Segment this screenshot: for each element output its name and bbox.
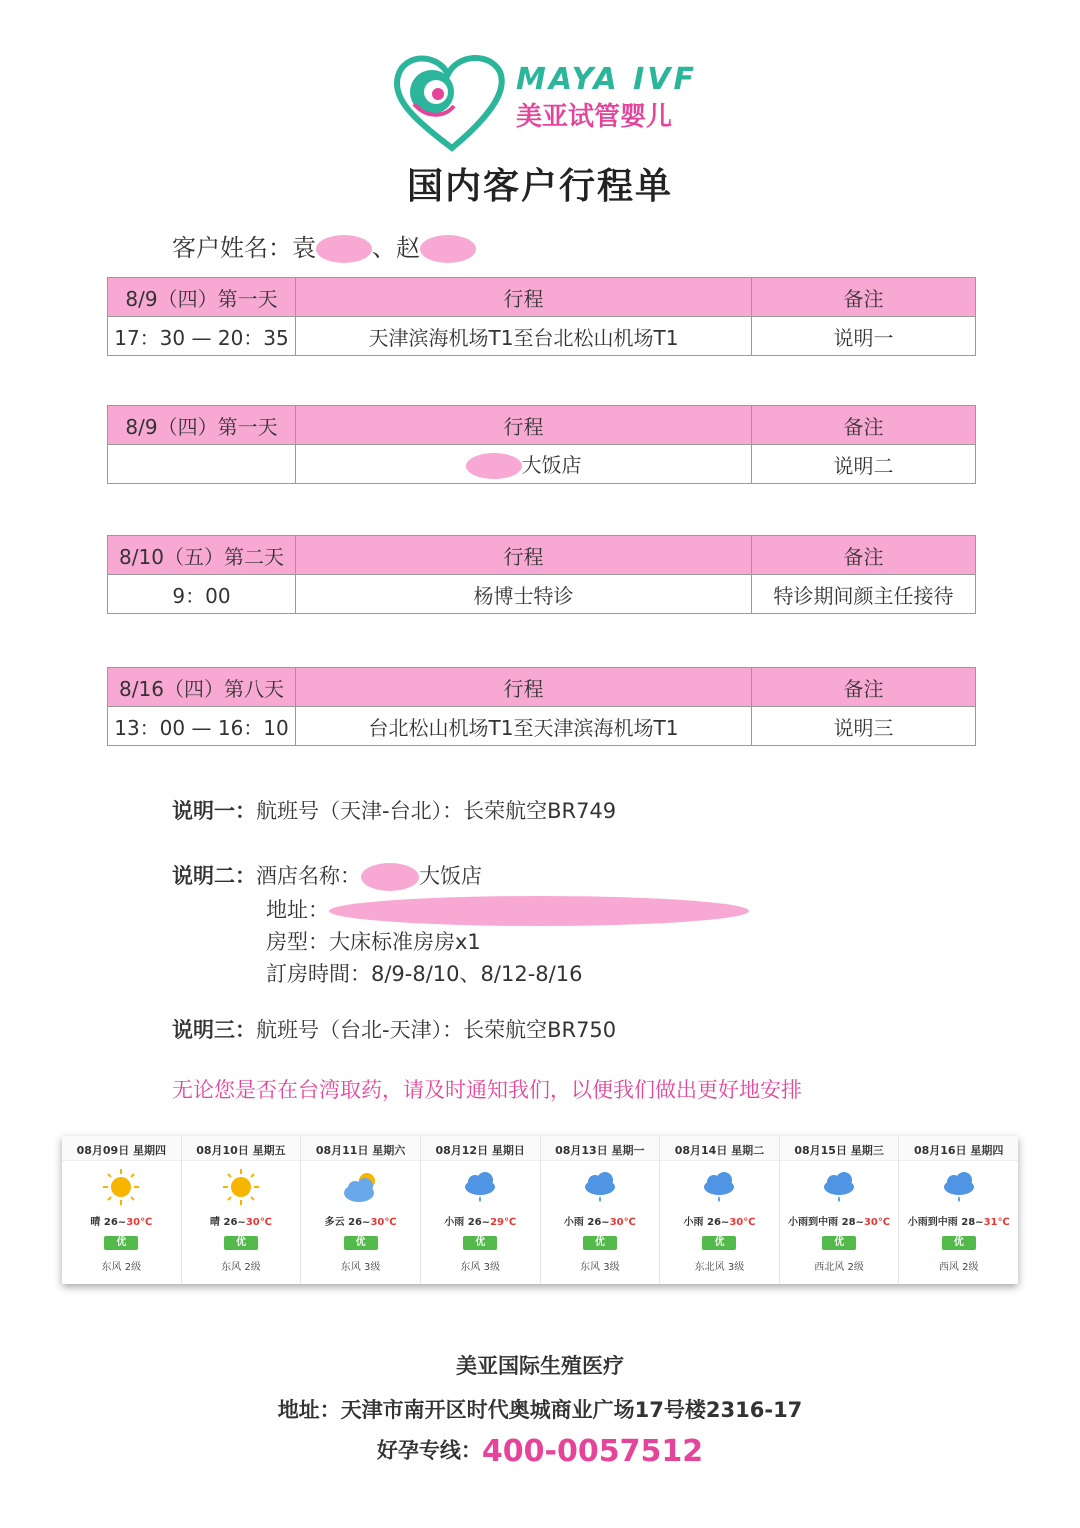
itinerary-cell: 杨博士特诊 xyxy=(296,575,752,614)
time-cell: 13：00 — 16：10 xyxy=(108,707,296,746)
weather-wind: 东风 2级 xyxy=(221,1262,261,1273)
weather-condition: 小雨 26~ xyxy=(444,1217,491,1228)
itinerary-cell xyxy=(296,445,752,484)
customer-separator: 、 xyxy=(372,234,396,262)
rain-icon xyxy=(421,1161,540,1209)
note-2-room-type: 房型：大床标准房房x1 xyxy=(266,930,481,954)
day-header: 8/16（四）第八天 xyxy=(108,668,296,707)
weather-date: 08月15日 星期三 xyxy=(780,1136,899,1161)
maya-ivf-logo xyxy=(392,48,698,152)
logo-english-text: MAYA IVF xyxy=(516,62,698,97)
remark-cell: 说明二 xyxy=(752,445,976,484)
weather-date: 08月16日 星期四 xyxy=(899,1136,1018,1161)
itinerary-cell: 台北松山机场T1至天津滨海机场T1 xyxy=(296,707,752,746)
weather-high: 31℃ xyxy=(983,1217,1010,1228)
weather-temp xyxy=(301,1213,420,1228)
weather-temp xyxy=(660,1213,779,1228)
note-3 xyxy=(172,1014,616,1044)
hotline xyxy=(0,1434,1080,1469)
hotel-name-text: 大饭店 xyxy=(521,452,582,477)
hotline-number: 400-0057512 xyxy=(481,1434,704,1469)
table-header-row xyxy=(108,278,976,317)
weather-wind: 东风 3级 xyxy=(460,1262,500,1273)
weather-high: 30℃ xyxy=(370,1217,397,1228)
weather-forecast xyxy=(62,1136,1018,1284)
weather-temp xyxy=(182,1213,301,1228)
remark-header: 备注 xyxy=(752,406,976,445)
weather-day xyxy=(541,1136,661,1284)
note-2-label: 说明二： xyxy=(172,864,256,888)
itinerary-header: 行程 xyxy=(296,278,752,317)
weather-temp xyxy=(62,1213,181,1228)
customer-label: 客户姓名： xyxy=(172,234,292,262)
customer-name-1: 袁 xyxy=(292,234,316,262)
air-quality-badge: 优 xyxy=(822,1236,856,1250)
logo-chinese-text: 美亚试管婴儿 xyxy=(516,102,673,132)
weather-condition: 小雨到中雨 28~ xyxy=(907,1217,984,1228)
redaction-blob xyxy=(420,235,476,263)
weather-high: 30℃ xyxy=(863,1217,890,1228)
time-cell xyxy=(108,445,296,484)
cloudy-icon xyxy=(301,1161,420,1209)
note-3-text: 航班号（台北-天津）：长荣航空BR750 xyxy=(256,1018,617,1042)
table-header-row xyxy=(108,536,976,575)
weather-condition: 小雨 26~ xyxy=(563,1217,610,1228)
air-quality-badge: 优 xyxy=(702,1236,736,1250)
rain-icon xyxy=(899,1161,1018,1209)
redaction-blob xyxy=(361,863,419,891)
weather-high: 30℃ xyxy=(126,1217,153,1228)
table-row xyxy=(108,317,976,356)
remark-cell: 说明三 xyxy=(752,707,976,746)
weather-temp xyxy=(899,1213,1018,1228)
weather-date: 08月11日 星期六 xyxy=(301,1136,420,1161)
schedule-table-4 xyxy=(107,667,976,746)
note-2 xyxy=(172,860,482,891)
weather-high: 30℃ xyxy=(729,1217,756,1228)
weather-high: 29℃ xyxy=(490,1217,517,1228)
weather-day xyxy=(421,1136,541,1284)
organization-name: 美亚国际生殖医疗 xyxy=(456,1354,624,1378)
note-2-booking-dates: 訂房時間：8/9-8/10、8/12-8/16 xyxy=(266,962,583,986)
rain-icon xyxy=(541,1161,660,1209)
weather-condition: 晴 26~ xyxy=(90,1217,127,1228)
page-title: 国内客户行程单 xyxy=(406,166,673,207)
air-quality-badge: 优 xyxy=(224,1236,258,1250)
weather-temp xyxy=(780,1213,899,1228)
note-1-text: 航班号（天津-台北）：长荣航空BR749 xyxy=(256,799,617,823)
table-row xyxy=(108,445,976,484)
weather-wind: 西风 2级 xyxy=(938,1262,979,1273)
note-1-label: 说明一： xyxy=(172,799,256,823)
table-header-row xyxy=(108,668,976,707)
air-quality-badge: 优 xyxy=(942,1236,976,1250)
customer-name-2: 赵 xyxy=(396,234,420,262)
rain-icon xyxy=(660,1161,779,1209)
weather-date: 08月09日 星期四 xyxy=(62,1136,181,1161)
remark-cell: 特诊期间颜主任接待 xyxy=(752,575,976,614)
redaction-blob xyxy=(329,896,749,926)
hotel-name: 大饭店 xyxy=(419,864,482,888)
redaction-blob xyxy=(466,453,522,479)
time-cell: 17：30 — 20：35 xyxy=(108,317,296,356)
weather-temp xyxy=(541,1213,660,1228)
weather-day xyxy=(660,1136,780,1284)
weather-wind: 东风 3级 xyxy=(580,1262,620,1273)
note-1 xyxy=(172,795,616,825)
weather-condition: 小雨到中雨 28~ xyxy=(788,1217,864,1228)
itinerary-header: 行程 xyxy=(296,406,752,445)
weather-high: 30℃ xyxy=(245,1217,272,1228)
weather-wind: 东风 2级 xyxy=(101,1262,142,1273)
schedule-table-3 xyxy=(107,535,976,614)
weather-day xyxy=(301,1136,421,1284)
weather-temp xyxy=(421,1213,540,1228)
remark-header: 备注 xyxy=(752,278,976,317)
table-row xyxy=(108,707,976,746)
table-row xyxy=(108,575,976,614)
note-2-address xyxy=(266,894,749,926)
day-header: 8/9（四）第一天 xyxy=(108,406,296,445)
redaction-blob xyxy=(316,235,372,263)
address-label: 地址： xyxy=(266,898,329,922)
weather-condition: 晴 26~ xyxy=(210,1217,246,1228)
weather-condition: 多云 26~ xyxy=(324,1217,371,1228)
weather-date: 08月12日 星期日 xyxy=(421,1136,540,1161)
day-header: 8/9（四）第一天 xyxy=(108,278,296,317)
table-header-row xyxy=(108,406,976,445)
weather-date: 08月13日 星期一 xyxy=(541,1136,660,1161)
schedule-table-1 xyxy=(107,277,976,356)
schedule-table-2 xyxy=(107,405,976,484)
hotline-label: 好孕专线： xyxy=(376,1438,482,1463)
weather-high: 30℃ xyxy=(609,1217,636,1228)
weather-wind: 东北风 3级 xyxy=(694,1262,745,1273)
organization-address: 地址：天津市南开区时代奥城商业广场17号楼2316-17 xyxy=(277,1398,803,1422)
heart-logo-icon xyxy=(392,48,512,152)
hotel-name-label: 酒店名称： xyxy=(256,864,361,888)
rain-icon xyxy=(780,1161,899,1209)
time-cell: 9：00 xyxy=(108,575,296,614)
air-quality-badge: 优 xyxy=(104,1236,138,1250)
day-header: 8/10（五）第二天 xyxy=(108,536,296,575)
weather-wind: 西北风 2级 xyxy=(814,1262,864,1273)
itinerary-cell: 天津滨海机场T1至台北松山机场T1 xyxy=(296,317,752,356)
weather-day xyxy=(62,1136,182,1284)
weather-day xyxy=(182,1136,302,1284)
reminder-text: 无论您是否在台湾取药，请及时通知我们，以便我们做出更好地安排 xyxy=(172,1078,802,1102)
air-quality-badge: 优 xyxy=(344,1236,378,1250)
remark-header: 备注 xyxy=(752,668,976,707)
weather-day xyxy=(780,1136,900,1284)
air-quality-badge: 优 xyxy=(463,1236,497,1250)
weather-condition: 小雨 26~ xyxy=(683,1217,730,1228)
remark-header: 备注 xyxy=(752,536,976,575)
customer-name-line xyxy=(172,228,476,263)
sun-icon xyxy=(62,1161,181,1209)
weather-wind: 东风 3级 xyxy=(340,1262,381,1273)
remark-cell: 说明一 xyxy=(752,317,976,356)
weather-date: 08月10日 星期五 xyxy=(182,1136,301,1161)
weather-date: 08月14日 星期二 xyxy=(660,1136,779,1161)
note-3-label: 说明三： xyxy=(172,1018,256,1042)
itinerary-header: 行程 xyxy=(296,668,752,707)
air-quality-badge: 优 xyxy=(583,1236,617,1250)
sun-icon xyxy=(182,1161,301,1209)
itinerary-header: 行程 xyxy=(296,536,752,575)
weather-day xyxy=(899,1136,1018,1284)
